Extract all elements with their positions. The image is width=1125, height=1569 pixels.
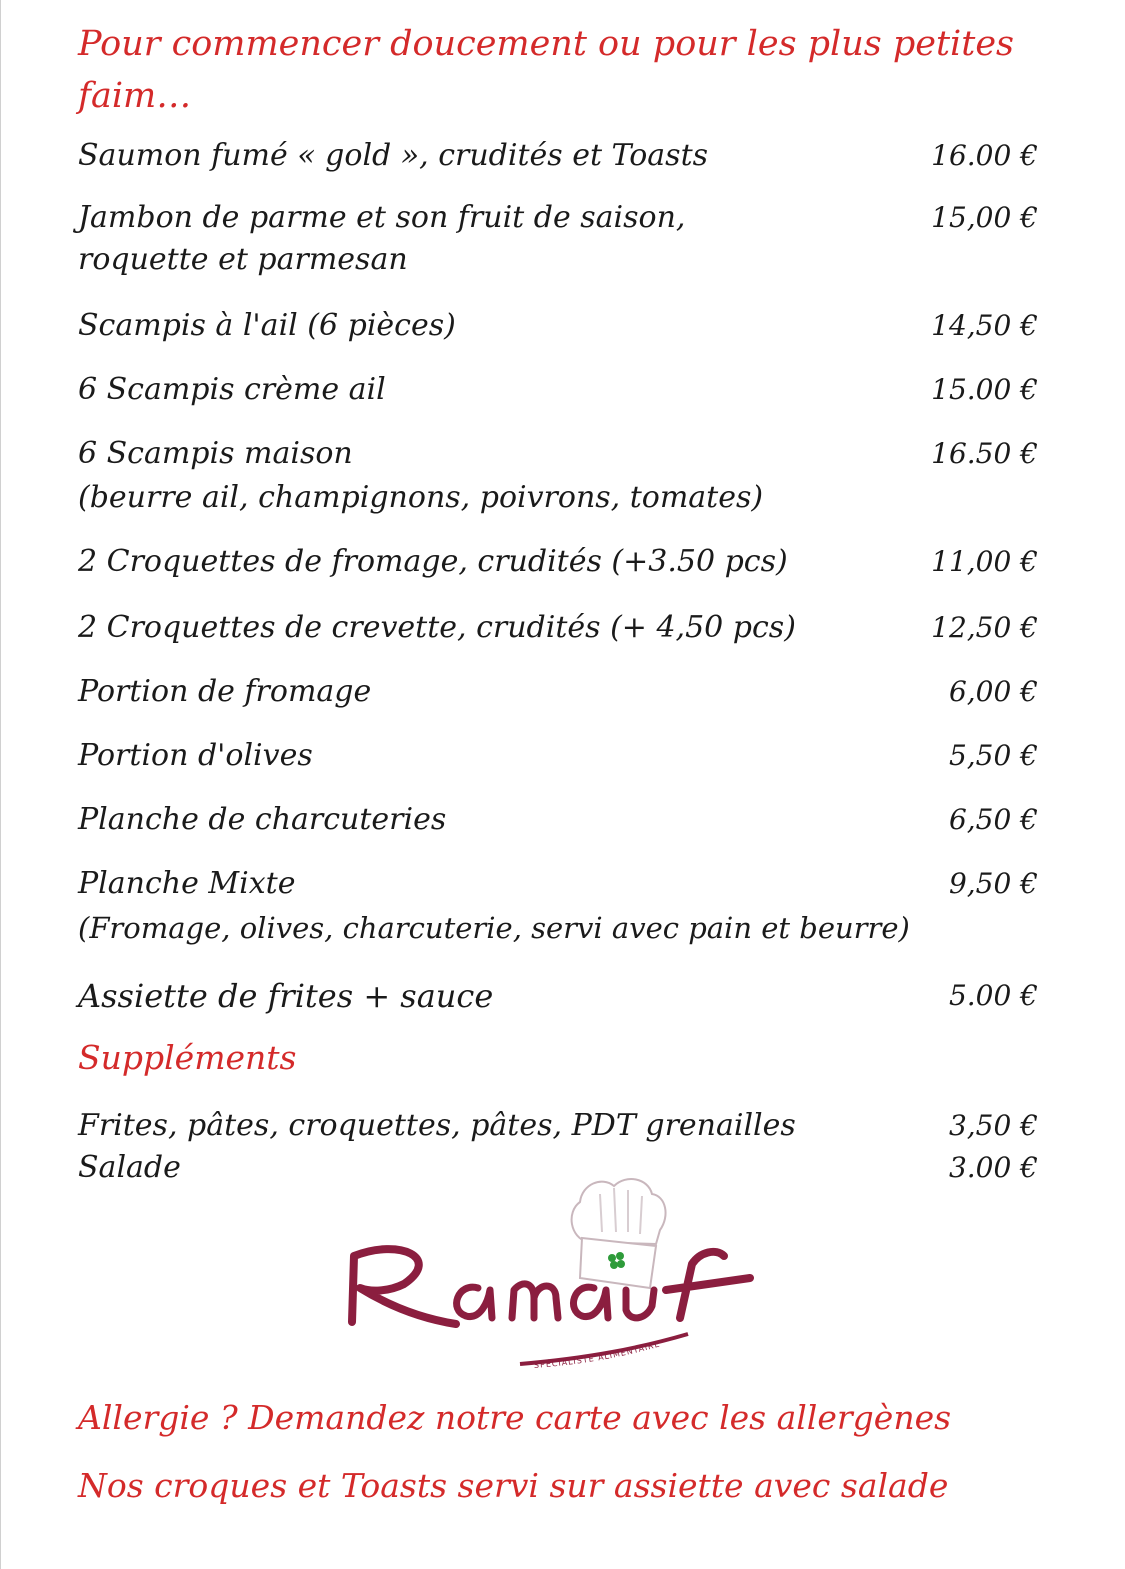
croques-notice: Nos croques et Toasts servi sur assiette avec salade (78, 1466, 949, 1505)
item-name: Planche Mixte (78, 866, 296, 901)
supplement-price: 3,50 € (948, 1109, 1038, 1142)
item-name: Jambon de parme et son fruit de saison, (78, 200, 686, 235)
item-price: 16.00 € (931, 139, 1038, 172)
item-name: Planche de charcuteries (78, 802, 447, 837)
menu-item (78, 862, 1038, 948)
ramaut-logo (330, 1172, 790, 1382)
allergy-notice: Allergie ? Demandez notre carte avec les allergènes (78, 1398, 952, 1437)
item-name: 6 Scampis crème ail (78, 372, 386, 407)
item-note: (Fromage, olives, charcuterie, servi avec pain et beurre) (78, 911, 910, 945)
item-name: 6 Scampis maison (78, 436, 353, 471)
item-name: Scampis à l'ail (6 pièces) (78, 308, 456, 343)
supplement-price: 3.00 € (948, 1151, 1038, 1184)
item-name: Saumon fumé « gold », crudités et Toasts (78, 138, 709, 173)
item-price: 14,50 € (931, 309, 1038, 342)
item-price: 6,50 € (948, 803, 1038, 836)
item-price: 15,00 € (931, 201, 1038, 234)
item-price: 5.00 € (948, 979, 1038, 1012)
supplement-name: Salade (78, 1150, 181, 1185)
supplements-title: Suppléments (78, 1038, 297, 1077)
menu-item (78, 432, 1038, 518)
item-price: 15.00 € (931, 373, 1038, 406)
item-price: 6,00 € (948, 675, 1038, 708)
menu-item (78, 196, 1038, 282)
item-name: Assiette de frites + sauce (78, 977, 494, 1015)
item-price: 9,50 € (948, 867, 1038, 900)
item-price: 5,50 € (948, 739, 1038, 772)
logo-tagline: SPÉCIALISTE ALIMENTAIRE (533, 1339, 662, 1370)
item-note: (beurre ail, champignons, poivrons, tomates) (78, 480, 764, 515)
item-price: 11,00 € (931, 545, 1038, 578)
page-edge (0, 0, 1, 1569)
ramaut-logo-art (330, 1172, 790, 1382)
item-name: Portion d'olives (78, 738, 313, 773)
item-price: 12,50 € (931, 611, 1038, 644)
menu-heading: Pour commencer doucement ou pour les plus petites faim… (78, 24, 1014, 116)
item-name: 2 Croquettes de fromage, crudités (+3.50 pcs) (78, 544, 788, 579)
ramaut-wordmark (352, 1249, 750, 1324)
item-price: 16.50 € (931, 437, 1038, 470)
supplement-name: Frites, pâtes, croquettes, pâtes, PDT grenailles (78, 1108, 796, 1143)
item-name: Portion de fromage (78, 674, 372, 709)
item-note: roquette et parmesan (78, 242, 408, 277)
item-name: 2 Croquettes de crevette, crudités (+ 4,50 pcs) (78, 610, 796, 645)
chef-hat-icon (572, 1179, 666, 1288)
